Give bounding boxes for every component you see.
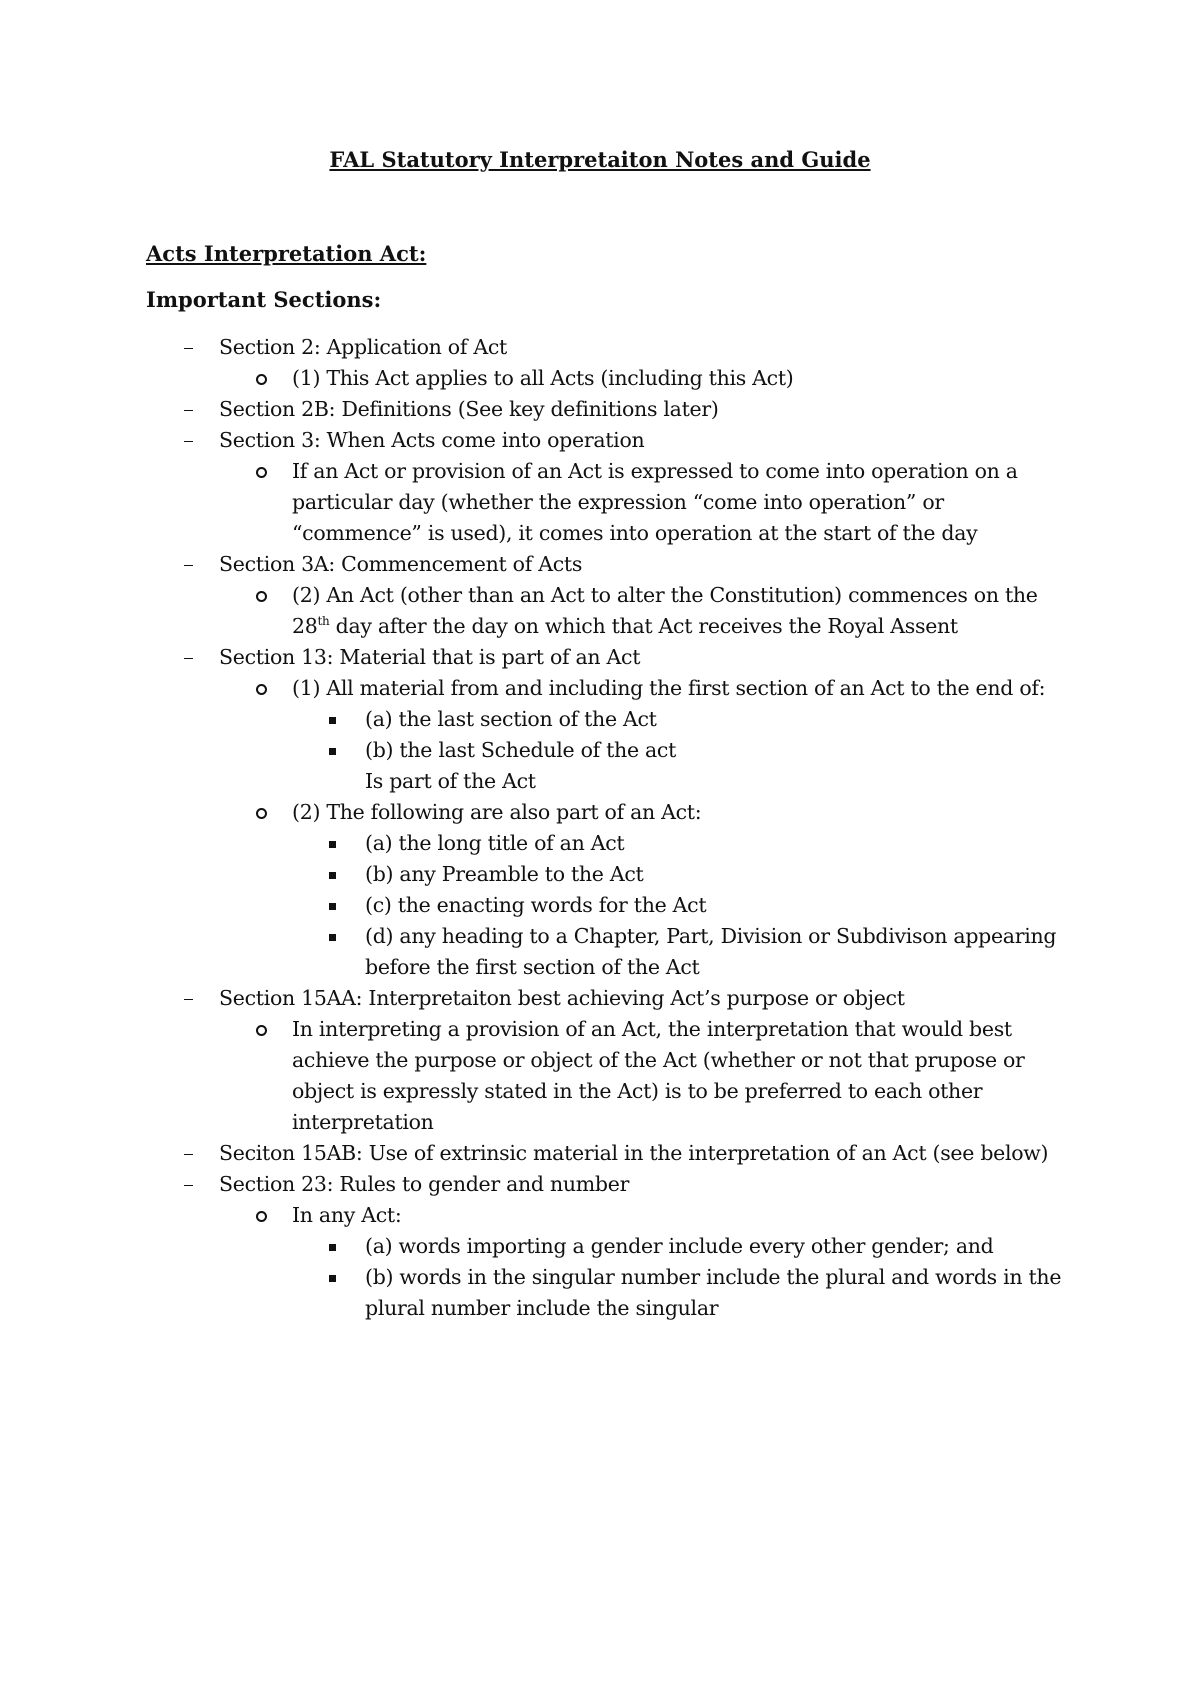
outline-item-level-3 [0, 1262, 1200, 1324]
section-outline-list [0, 332, 1200, 1324]
sections-heading: Important Sections: [146, 287, 382, 312]
hollow-circle-bullet-icon [256, 580, 276, 611]
outline-item-text: (d) any heading to a Chapter, Part, Division or Subdivison appearing before the first section of the Act [365, 924, 1057, 979]
outline-item-level-3 [0, 890, 1200, 921]
square-bullet-icon [329, 704, 349, 735]
outline-item-level-1 [0, 549, 1200, 580]
outline-item-level-1 [0, 425, 1200, 456]
hollow-circle-bullet-icon [256, 363, 276, 394]
outline-item-text: Section 3: When Acts come into operation [219, 428, 645, 452]
outline-item-level-1 [0, 1169, 1200, 1200]
outline-item-text: (1) This Act applies to all Acts (including this Act) [292, 366, 794, 390]
outline-item-text: Section 3A: Commencement of Acts [219, 552, 583, 576]
outline-item-text: (1) All material from and including the first section of an Act to the end of: [292, 676, 1046, 700]
hollow-circle-bullet-icon [256, 797, 276, 828]
outline-item-level-1 [0, 394, 1200, 425]
square-bullet-icon [329, 828, 349, 859]
outline-item-text: In interpreting a provision of an Act, the interpretation that would best achieve the purpose or object of the Act (whether or not that prupose or object is expressly stated in the Act) is to be preferred to each other interpretation [292, 1017, 1025, 1134]
outline-item-text: Section 13: Material that is part of an Act [219, 645, 641, 669]
outline-item-level-3 [0, 859, 1200, 890]
outline-item-text: (c) the enacting words for the Act [365, 893, 707, 917]
outline-item-text: (b) the last Schedule of the act [365, 738, 677, 762]
outline-item-level-2 [0, 673, 1200, 704]
outline-item-level-1 [0, 642, 1200, 673]
outline-item-text: (a) the last section of the Act [365, 707, 657, 731]
outline-item-text: (a) the long title of an Act [365, 831, 625, 855]
outline-item-level-3 [0, 735, 1200, 766]
square-bullet-icon [329, 890, 349, 921]
dash-bullet-icon [184, 425, 204, 456]
outline-item-text: (b) any Preamble to the Act [365, 862, 644, 886]
dash-bullet-icon [184, 394, 204, 425]
outline-item-text: (2) The following are also part of an Act: [292, 800, 702, 824]
outline-item-text: Section 23: Rules to gender and number [219, 1172, 630, 1196]
dash-bullet-icon [184, 332, 204, 363]
document-title: FAL Statutory Interpretaiton Notes and Guide [329, 147, 871, 172]
outline-item-text: Section 2: Application of Act [219, 335, 507, 359]
outline-item-level-3 [0, 704, 1200, 735]
outline-item-text: In any Act: [292, 1203, 402, 1227]
outline-item-text: Seciton 15AB: Use of extrinsic material in the interpretation of an Act (see below) [219, 1141, 1049, 1165]
outline-item-level-2 [0, 456, 1200, 549]
outline-item-level-2 [0, 797, 1200, 828]
hollow-circle-bullet-icon [256, 456, 276, 487]
square-bullet-icon [329, 1231, 349, 1262]
outline-item-level-3 [0, 766, 1200, 797]
dash-bullet-icon [184, 549, 204, 580]
square-bullet-icon [329, 921, 349, 952]
outline-item-level-3 [0, 828, 1200, 859]
act-heading: Acts Interpretation Act: [146, 241, 427, 266]
outline-item-text: (a) words importing a gender include every other gender; and [365, 1234, 994, 1258]
outline-item-level-1 [0, 983, 1200, 1014]
outline-item-level-2 [0, 1200, 1200, 1231]
outline-item-level-2 [0, 1014, 1200, 1138]
outline-item-text: Section 15AA: Interpretaiton best achieving Act’s purpose or object [219, 986, 905, 1010]
hollow-circle-bullet-icon [256, 1200, 276, 1231]
dash-bullet-icon [184, 983, 204, 1014]
square-bullet-icon [329, 859, 349, 890]
ordinal-superscript: th [317, 614, 330, 629]
outline-item-level-3 [0, 1231, 1200, 1262]
outline-item-text: If an Act or provision of an Act is expressed to come into operation on a particular day (whether the expression “come into operation” or “commence” is used), it comes into operation at the start of the day [292, 459, 1018, 545]
dash-bullet-icon [184, 1169, 204, 1200]
outline-item-level-2 [0, 580, 1200, 642]
outline-item-text: (b) words in the singular number include the plural and words in the plural number include the singular [365, 1265, 1062, 1320]
hollow-circle-bullet-icon [256, 1014, 276, 1045]
hollow-circle-bullet-icon [256, 673, 276, 704]
outline-item-level-1 [0, 1138, 1200, 1169]
outline-item-level-3 [0, 921, 1200, 983]
outline-item-level-2 [0, 363, 1200, 394]
outline-item-text: (2) An Act (other than an Act to alter the Constitution) commences on the 28th day after the day on which that Act receives the Royal Assent [292, 583, 1038, 638]
outline-item-text: Section 2B: Definitions (See key definitions later) [219, 397, 719, 421]
outline-item-level-1 [0, 332, 1200, 363]
dash-bullet-icon [184, 1138, 204, 1169]
square-bullet-icon [329, 735, 349, 766]
square-bullet-icon [329, 1262, 349, 1293]
dash-bullet-icon [184, 642, 204, 673]
outline-item-text: Is part of the Act [365, 769, 536, 793]
